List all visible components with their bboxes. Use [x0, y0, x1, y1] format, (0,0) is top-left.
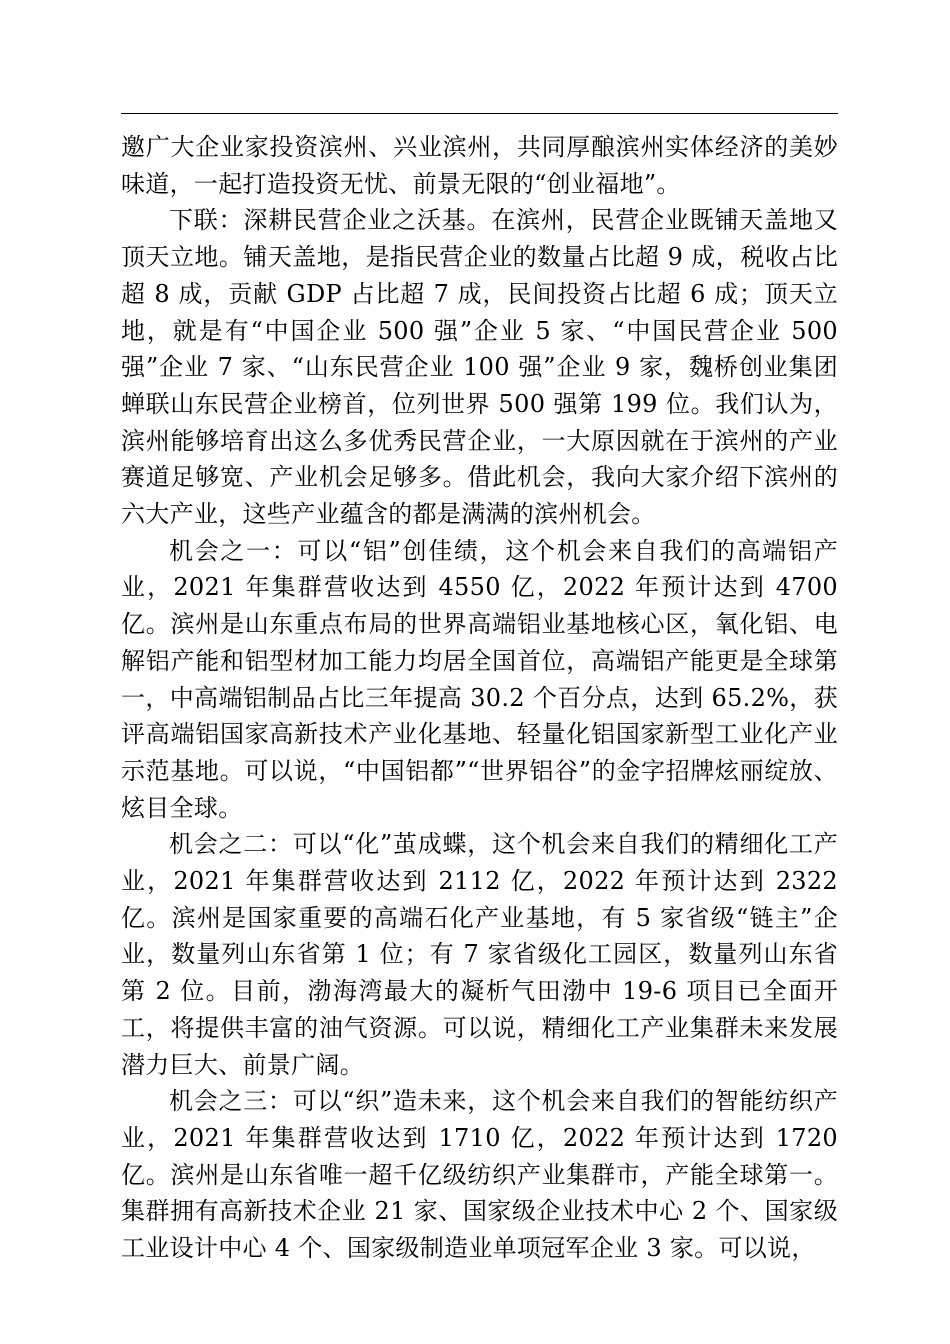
paragraph-continued-invitation: 邀广大企业家投资滨州、兴业滨州，共同厚酿滨州实体经济的美妙味道，一起打造投资无忧、前景无限的“创业福地”。	[121, 133, 838, 198]
header-rule	[121, 113, 838, 114]
paragraph-opportunity-chemical: 机会之二：可以“化”茧成蝶，这个机会来自我们的精细化工产业，2021 年集群营收达到 2112 亿，2022 年预计达到 2322 亿。滨州是国家重要的高端石化产业基地，有 5 家省级“链主”企业，数量列山东省第 1 位；有 7 家省级化工园区，数量列山东省第 2 位。目前，渤海湾最大的凝析气田渤中 19-6 项目已全面开工，将提供丰富的油气资源。可以说，精细化工产业集群未来发展潜力巨大、前景广阔。	[121, 830, 838, 1079]
paragraph-private-enterprises: 下联：深耕民营企业之沃基。在滨州，民营企业既铺天盖地又顶天立地。铺天盖地，是指民营企业的数量占比超 9 成，税收占比超 8 成，贡献 GDP 占比超 7 成，民间投资占比超 6 成；顶天立地，就是有“中国企业 500 强”企业 5 家、“中国民营企业 500 强”企业 7 家、“山东民营企业 100 强”企业 9 家，魏桥创业集团蝉联山东民营企业榜首，位列世界 500 强第 199 位。我们认为，滨州能够培育出这么多优秀民营企业，一大原因就在于滨州的产业赛道足够宽、产业机会足够多。借此机会，我向大家介绍下滨州的六大产业，这些产业蕴含的都是满满的滨州机会。	[121, 206, 838, 529]
document-body	[121, 129, 838, 1267]
paragraph-opportunity-aluminum: 机会之一：可以“铝”创佳绩，这个机会来自我们的高端铝产业，2021 年集群营收达到 4550 亿，2022 年预计达到 4700 亿。滨州是山东重点布局的世界高端铝业基地核心区，氧化铝、电解铝产能和铝型材加工能力均居全国首位，高端铝产能更是全球第一，中高端铝制品占比三年提高 30.2 个百分点，达到 65.2%，获评高端铝国家高新技术产业化基地、轻量化铝国家新型工业化产业示范基地。可以说，“中国铝都”“世界铝谷”的金字招牌炫丽绽放、炫目全球。	[121, 536, 838, 822]
paragraph-opportunity-textile: 机会之三：可以“织”造未来，这个机会来自我们的智能纺织产业，2021 年集群营收达到 1710 亿，2022 年预计达到 1720 亿。滨州是山东省唯一超千亿级纺织产业集群市，产能全球第一。集群拥有高新技术企业 21 家、国家级企业技术中心 2 个、国家级工业设计中心 4 个、国家级制造业单项冠军企业 3 家。可以说，	[121, 1087, 838, 1263]
